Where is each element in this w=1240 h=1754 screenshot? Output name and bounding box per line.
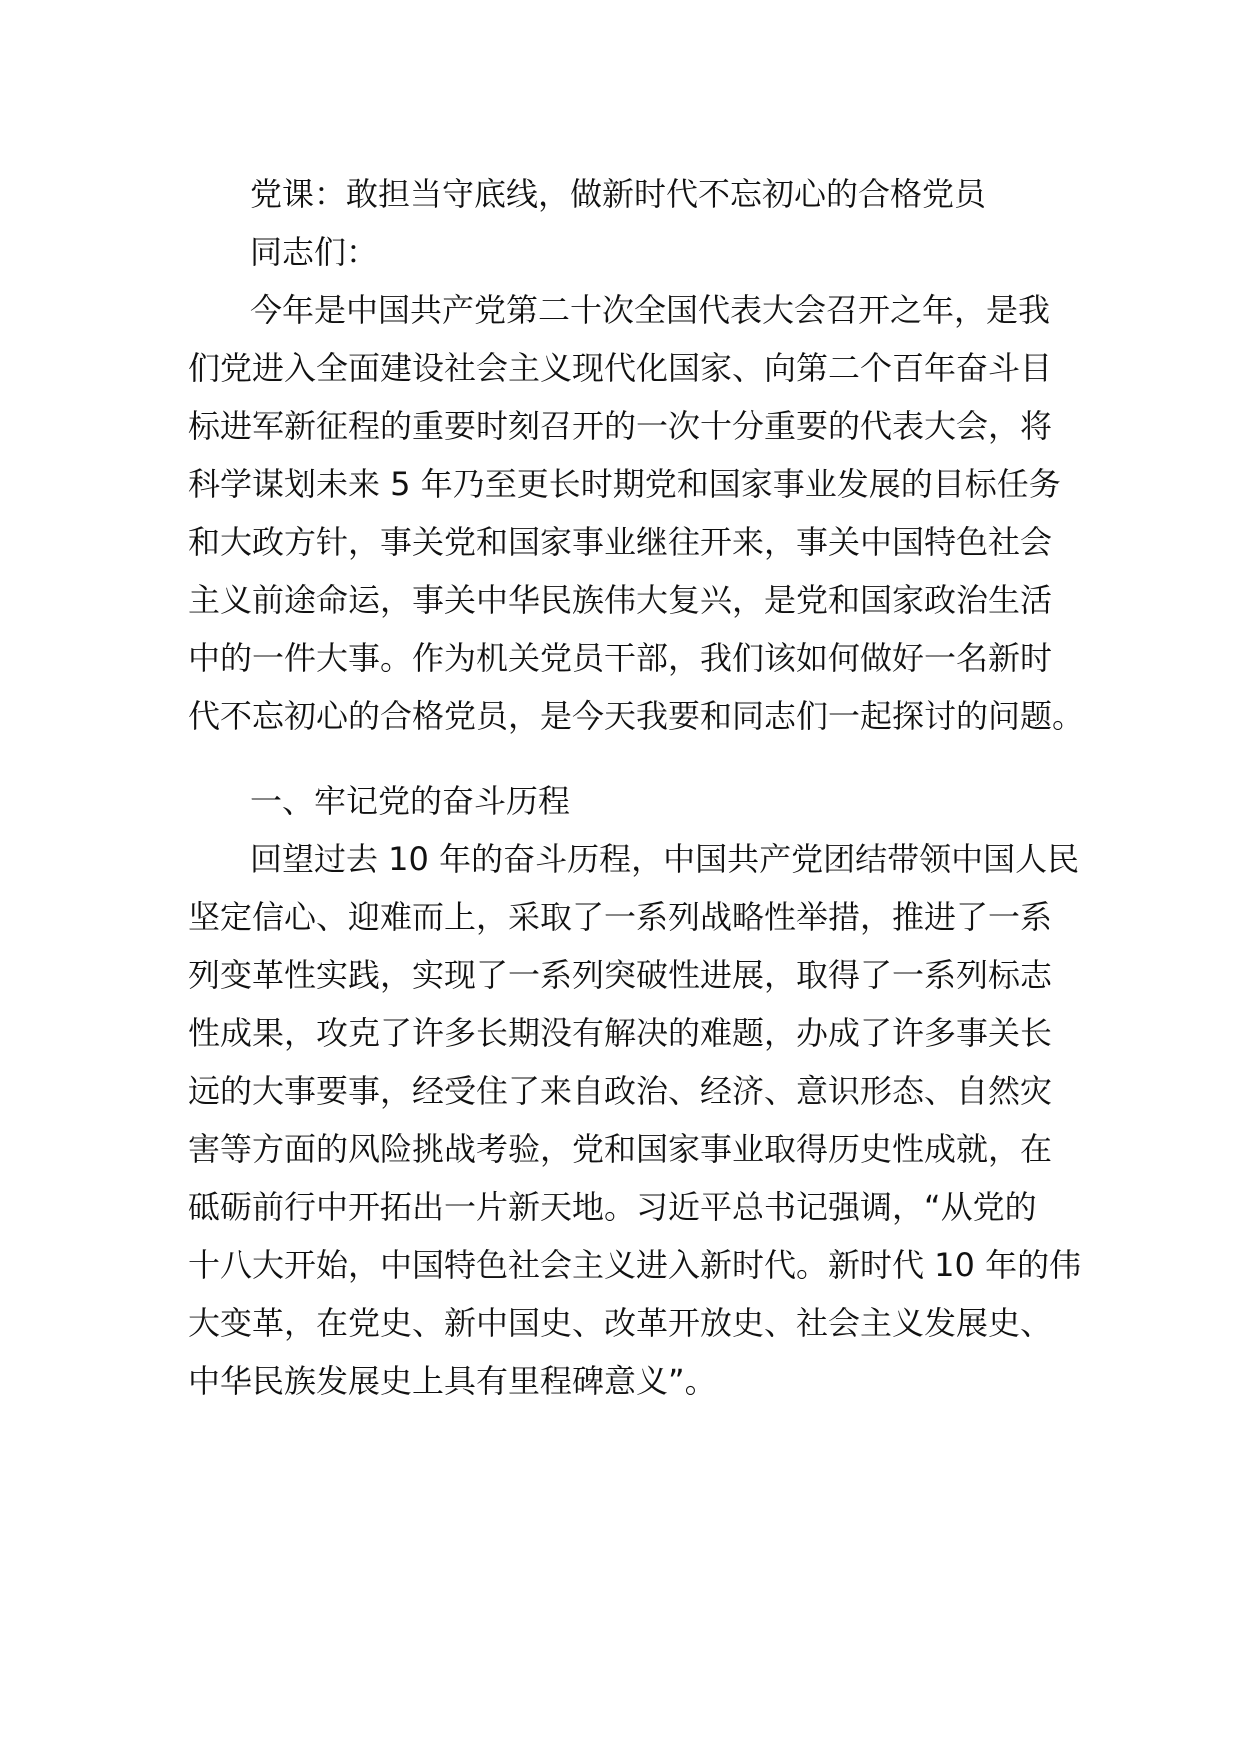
paragraph-line: 和大政方针，事关党和国家事业继往开来，事关中国特色社会 bbox=[188, 523, 1053, 561]
paragraph-line: 科学谋划未来 5 年乃至更长时期党和国家事业发展的目标任务 bbox=[188, 465, 1061, 503]
paragraph-line: 中的一件大事。作为机关党员干部，我们该如何做好一名新时 bbox=[188, 639, 1053, 677]
section-heading: 一、牢记党的奋斗历程 bbox=[250, 782, 571, 820]
paragraph-line: 今年是中国共产党第二十次全国代表大会召开之年，是我 bbox=[250, 291, 1051, 329]
salutation: 同志们： bbox=[250, 233, 379, 271]
paragraph-line: 远的大事要事，经受住了来自政治、经济、意识形态、自然灾 bbox=[188, 1072, 1053, 1110]
paragraph-line: 中华民族发展史上具有里程碑意义”。 bbox=[188, 1362, 717, 1400]
paragraph-line: 回望过去 10 年的奋斗历程，中国共产党团结带领中国人民 bbox=[250, 840, 1080, 878]
paragraph-line: 代不忘初心的合格党员，是今天我要和同志们一起探讨的问题。 bbox=[188, 697, 1085, 735]
paragraph-line: 们党进入全面建设社会主义现代化国家、向第二个百年奋斗目 bbox=[188, 349, 1053, 387]
document-title: 党课：敢担当守底线，做新时代不忘初心的合格党员 bbox=[250, 175, 987, 213]
paragraph-line: 坚定信心、迎难而上，采取了一系列战略性举措，推进了一系 bbox=[188, 898, 1053, 936]
paragraph-line: 十八大开始，中国特色社会主义进入新时代。新时代 10 年的伟 bbox=[188, 1246, 1082, 1284]
paragraph-line: 害等方面的风险挑战考验，党和国家事业取得历史性成就，在 bbox=[188, 1130, 1053, 1168]
paragraph-line: 性成果，攻克了许多长期没有解决的难题，办成了许多事关长 bbox=[188, 1014, 1053, 1052]
paragraph-line: 砥砺前行中开拓出一片新天地。习近平总书记强调，“从党的 bbox=[188, 1188, 1037, 1226]
paragraph-line: 大变革，在党史、新中国史、改革开放史、社会主义发展史、 bbox=[188, 1304, 1053, 1342]
paragraph-line: 标进军新征程的重要时刻召开的一次十分重要的代表大会，将 bbox=[188, 407, 1053, 445]
paragraph-line: 主义前途命运，事关中华民族伟大复兴，是党和国家政治生活 bbox=[188, 581, 1053, 619]
paragraph-line: 列变革性实践，实现了一系列突破性进展，取得了一系列标志 bbox=[188, 956, 1053, 994]
